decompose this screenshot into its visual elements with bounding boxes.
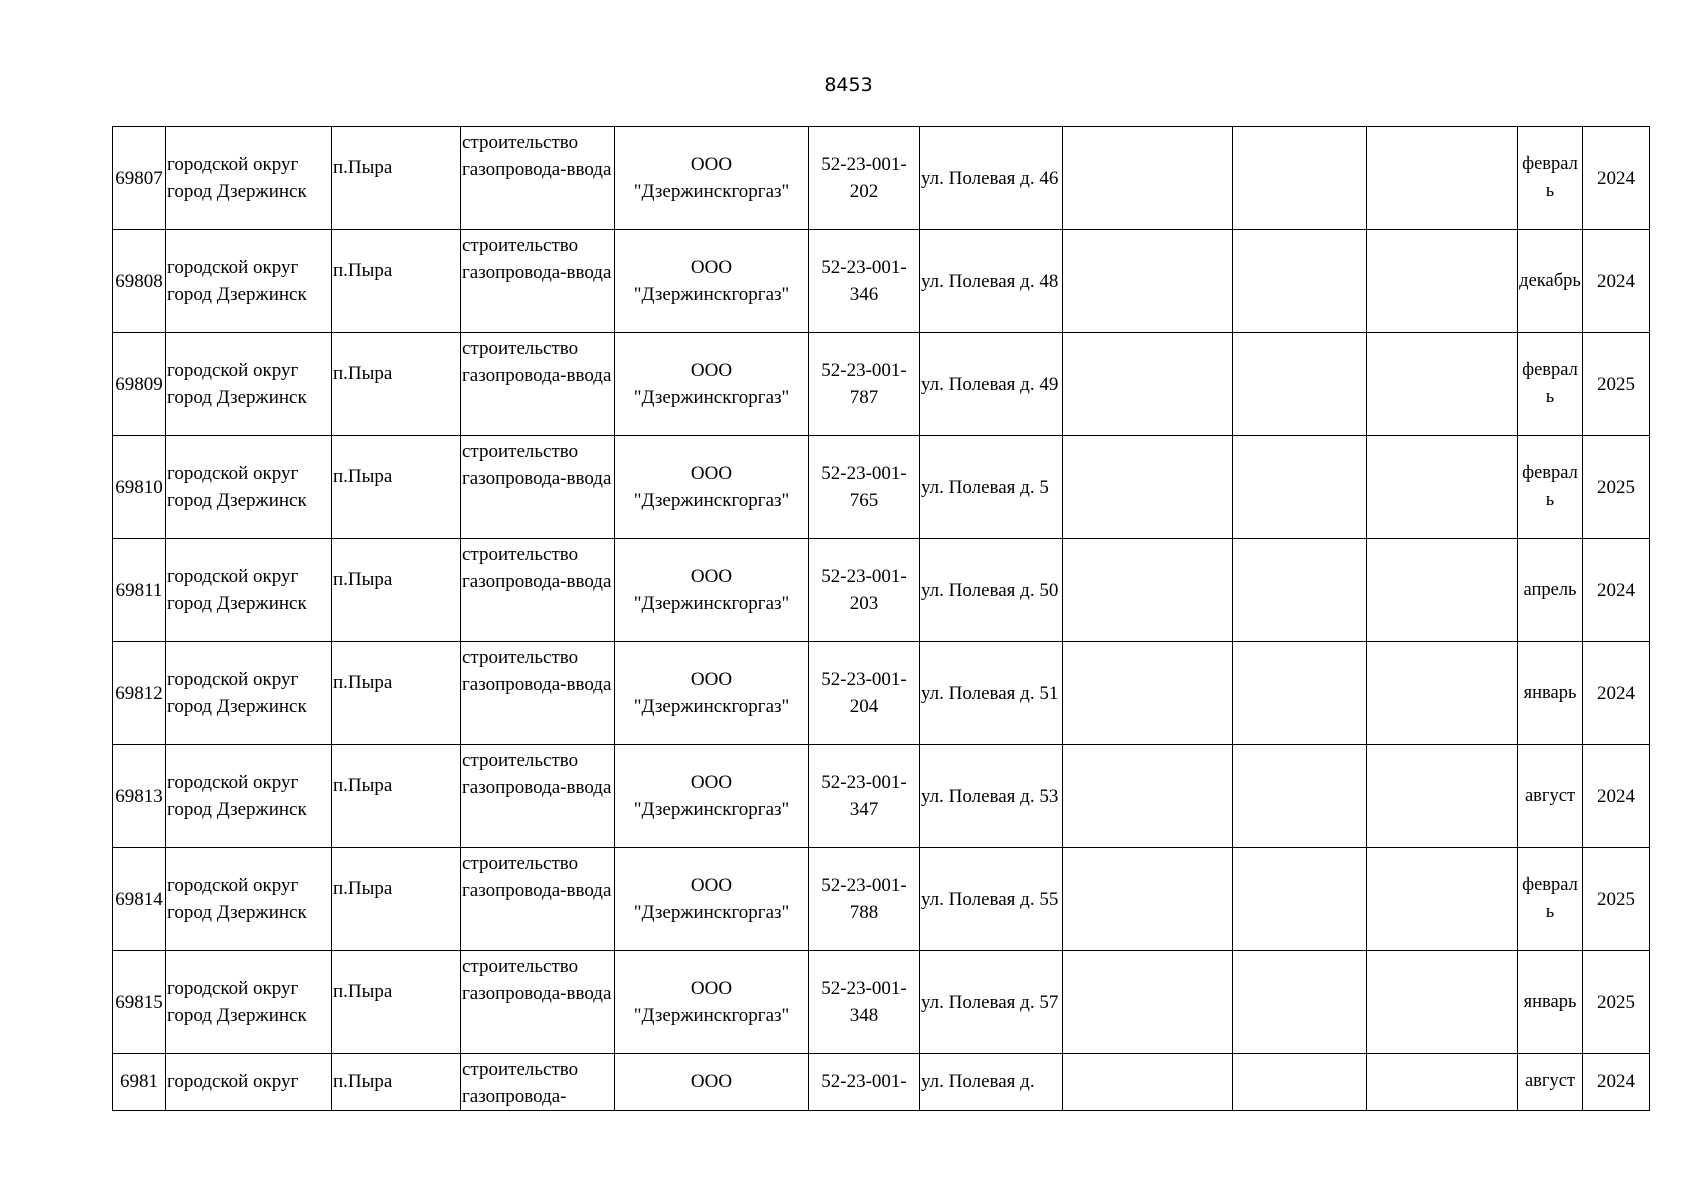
cell-empty xyxy=(1063,230,1233,333)
table-row xyxy=(113,951,1650,1054)
cell-municipality: городской округ город Дзержинск xyxy=(166,951,332,1054)
cell-address: ул. Полевая д. 53 xyxy=(920,745,1063,848)
table-row xyxy=(113,230,1650,333)
cell-empty xyxy=(1233,539,1367,642)
cell-municipality: городской округ город Дзержинск xyxy=(166,436,332,539)
cell-object-code: 52-23-001-787 xyxy=(809,333,920,436)
cell-empty xyxy=(1233,230,1367,333)
cell-municipality: городской округ город Дзержинск xyxy=(166,127,332,230)
cell-record-number: 69815 xyxy=(113,951,166,1054)
cell-empty xyxy=(1367,436,1518,539)
cell-empty xyxy=(1233,745,1367,848)
cell-address: ул. Полевая д. xyxy=(920,1054,1063,1111)
cell-empty xyxy=(1063,127,1233,230)
cell-municipality: городской округ город Дзержинск xyxy=(166,333,332,436)
cell-municipality: городской округ город Дзержинск xyxy=(166,642,332,745)
cell-object-code: 52-23-001-348 xyxy=(809,951,920,1054)
cell-organization: ООО "Дзержинскгоргаз" xyxy=(615,436,809,539)
table-row xyxy=(113,436,1650,539)
cell-empty xyxy=(1233,333,1367,436)
table-row xyxy=(113,1054,1650,1111)
cell-organization: ООО "Дзержинскгоргаз" xyxy=(615,745,809,848)
cell-record-number: 6981 xyxy=(113,1054,166,1111)
cell-record-number: 69808 xyxy=(113,230,166,333)
cell-address: ул. Полевая д. 50 xyxy=(920,539,1063,642)
cell-month: август xyxy=(1518,745,1583,848)
cell-object-code: 52-23-001-347 xyxy=(809,745,920,848)
cell-organization: ООО "Дзержинскгоргаз" xyxy=(615,642,809,745)
cell-year: 2024 xyxy=(1583,745,1650,848)
cell-year: 2024 xyxy=(1583,642,1650,745)
cell-year: 2024 xyxy=(1583,230,1650,333)
cell-address: ул. Полевая д. 55 xyxy=(920,848,1063,951)
cell-municipality: городской округ город Дзержинск xyxy=(166,745,332,848)
cell-empty xyxy=(1367,230,1518,333)
cell-year: 2024 xyxy=(1583,539,1650,642)
cell-locality: п.Пыра xyxy=(332,745,461,848)
cell-record-number: 69813 xyxy=(113,745,166,848)
cell-work-type: строительство газопровода-ввода xyxy=(461,745,615,848)
cell-empty xyxy=(1367,848,1518,951)
cell-municipality: городской округ город Дзержинск xyxy=(166,230,332,333)
cell-organization: ООО xyxy=(615,1054,809,1111)
cell-empty xyxy=(1367,333,1518,436)
cell-record-number: 69814 xyxy=(113,848,166,951)
table-row xyxy=(113,848,1650,951)
cell-work-type: строительство газопровода-ввода xyxy=(461,642,615,745)
cell-object-code: 52-23-001-765 xyxy=(809,436,920,539)
cell-work-type: строительство газопровода-ввода xyxy=(461,333,615,436)
cell-address: ул. Полевая д. 48 xyxy=(920,230,1063,333)
cell-record-number: 69811 xyxy=(113,539,166,642)
cell-empty xyxy=(1063,951,1233,1054)
cell-locality: п.Пыра xyxy=(332,848,461,951)
cell-empty xyxy=(1063,333,1233,436)
cell-month: декабрь xyxy=(1518,230,1583,333)
cell-empty xyxy=(1367,127,1518,230)
cell-organization: ООО "Дзержинскгоргаз" xyxy=(615,333,809,436)
cell-year: 2025 xyxy=(1583,436,1650,539)
cell-empty xyxy=(1063,848,1233,951)
cell-empty xyxy=(1233,436,1367,539)
cell-organization: ООО "Дзержинскгоргаз" xyxy=(615,539,809,642)
cell-empty xyxy=(1233,951,1367,1054)
cell-empty xyxy=(1063,1054,1233,1111)
cell-empty xyxy=(1367,951,1518,1054)
cell-empty xyxy=(1367,539,1518,642)
cell-work-type: строительство газопровода-ввода xyxy=(461,230,615,333)
cell-empty xyxy=(1233,848,1367,951)
cell-empty xyxy=(1367,745,1518,848)
cell-work-type: строительство газопровода-ввода xyxy=(461,127,615,230)
cell-month: январь xyxy=(1518,642,1583,745)
cell-work-type: строительство газопровода-ввода xyxy=(461,436,615,539)
cell-year: 2025 xyxy=(1583,848,1650,951)
cell-locality: п.Пыра xyxy=(332,333,461,436)
cell-month: февраль xyxy=(1518,333,1583,436)
cell-month: апрель xyxy=(1518,539,1583,642)
table-row xyxy=(113,333,1650,436)
cell-address: ул. Полевая д. 5 xyxy=(920,436,1063,539)
cell-locality: п.Пыра xyxy=(332,642,461,745)
cell-organization: ООО "Дзержинскгоргаз" xyxy=(615,230,809,333)
cell-object-code: 52-23-001- xyxy=(809,1054,920,1111)
cell-organization: ООО "Дзержинскгоргаз" xyxy=(615,848,809,951)
cell-address: ул. Полевая д. 46 xyxy=(920,127,1063,230)
cell-record-number: 69812 xyxy=(113,642,166,745)
cell-month: январь xyxy=(1518,951,1583,1054)
cell-empty xyxy=(1367,1054,1518,1111)
cell-empty xyxy=(1367,642,1518,745)
table-body xyxy=(113,127,1650,1111)
cell-empty xyxy=(1063,642,1233,745)
cell-address: ул. Полевая д. 51 xyxy=(920,642,1063,745)
cell-locality: п.Пыра xyxy=(332,127,461,230)
cell-work-type: строительство газопровода-ввода xyxy=(461,951,615,1054)
cell-year: 2025 xyxy=(1583,333,1650,436)
cell-organization: ООО "Дзержинскгоргаз" xyxy=(615,127,809,230)
cell-empty xyxy=(1063,539,1233,642)
cell-address: ул. Полевая д. 57 xyxy=(920,951,1063,1054)
cell-month: февраль xyxy=(1518,436,1583,539)
cell-municipality: городской округ город Дзержинск xyxy=(166,539,332,642)
cell-locality: п.Пыра xyxy=(332,436,461,539)
page-number: 8453 xyxy=(824,74,873,96)
cell-month: февраль xyxy=(1518,848,1583,951)
cell-month: август xyxy=(1518,1054,1583,1111)
cell-object-code: 52-23-001-346 xyxy=(809,230,920,333)
cell-organization: ООО "Дзержинскгоргаз" xyxy=(615,951,809,1054)
cell-work-type: строительство газопровода-ввода xyxy=(461,848,615,951)
table-row xyxy=(113,539,1650,642)
cell-address: ул. Полевая д. 49 xyxy=(920,333,1063,436)
cell-locality: п.Пыра xyxy=(332,539,461,642)
cell-locality: п.Пыра xyxy=(332,1054,461,1111)
cell-record-number: 69810 xyxy=(113,436,166,539)
table-row xyxy=(113,642,1650,745)
cell-empty xyxy=(1233,642,1367,745)
cell-year: 2024 xyxy=(1583,127,1650,230)
cell-locality: п.Пыра xyxy=(332,951,461,1054)
cell-record-number: 69807 xyxy=(113,127,166,230)
cell-object-code: 52-23-001-202 xyxy=(809,127,920,230)
cell-month: февраль xyxy=(1518,127,1583,230)
cell-object-code: 52-23-001-788 xyxy=(809,848,920,951)
cell-object-code: 52-23-001-203 xyxy=(809,539,920,642)
cell-year: 2024 xyxy=(1583,1054,1650,1111)
registry-table xyxy=(112,126,1650,1111)
cell-municipality: городской округ город Дзержинск xyxy=(166,848,332,951)
cell-record-number: 69809 xyxy=(113,333,166,436)
cell-empty xyxy=(1063,436,1233,539)
cell-empty xyxy=(1233,1054,1367,1111)
cell-work-type: строительство газопровода-ввода xyxy=(461,539,615,642)
cell-locality: п.Пыра xyxy=(332,230,461,333)
table-row xyxy=(113,745,1650,848)
cell-work-type: строительство газопровода- xyxy=(461,1054,615,1111)
cell-municipality: городской округ xyxy=(166,1054,332,1111)
cell-empty xyxy=(1233,127,1367,230)
cell-object-code: 52-23-001-204 xyxy=(809,642,920,745)
cell-year: 2025 xyxy=(1583,951,1650,1054)
table-row xyxy=(113,127,1650,230)
cell-empty xyxy=(1063,745,1233,848)
